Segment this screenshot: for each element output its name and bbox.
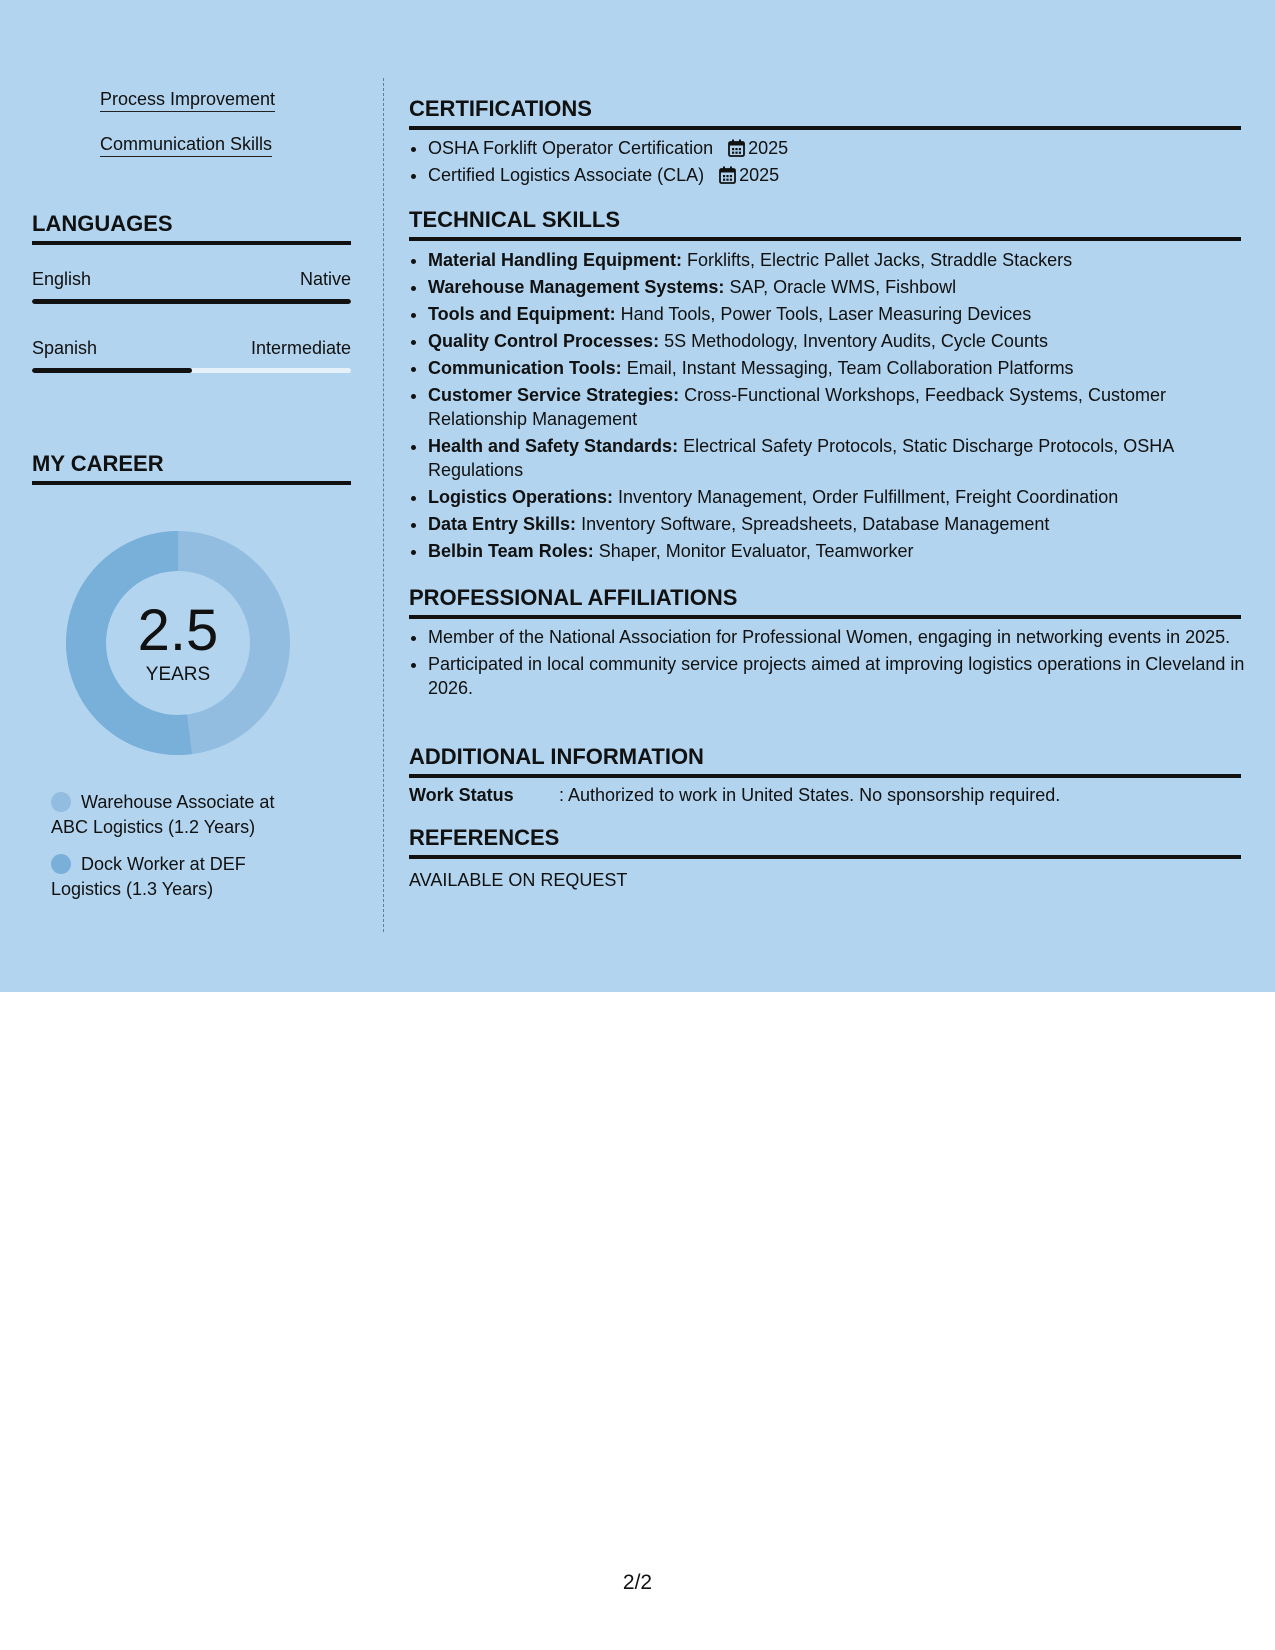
skill-label: Communication Tools: <box>428 358 622 378</box>
language-bar-fill <box>32 299 351 304</box>
work-status-value: : Authorized to work in United States. No sponsorship required. <box>559 785 1061 805</box>
skill-item <box>428 248 1260 272</box>
skill-value: Hand Tools, Power Tools, Laser Measuring Devices <box>620 304 1032 324</box>
certifications-heading: CERTIFICATIONS <box>409 96 1241 130</box>
skill-value: Inventory Software, Spreadsheets, Database Management <box>581 514 1050 534</box>
certification-year: 2025 <box>748 138 789 158</box>
certification-year: 2025 <box>739 165 780 185</box>
language-bar-english <box>32 299 351 304</box>
skill-item <box>428 383 1260 431</box>
certification-name: OSHA Forklift Operator Certification <box>428 138 714 158</box>
career-legend-text: Dock Worker at DEF Logistics (1.3 Years) <box>51 854 246 899</box>
references-heading: REFERENCES <box>409 825 1241 859</box>
language-name: English <box>32 269 92 289</box>
skill-item <box>428 275 1260 299</box>
skill-item <box>428 302 1260 326</box>
language-bar-spanish <box>32 368 351 373</box>
certification-item <box>428 136 1260 160</box>
skill-value: Forklifts, Electric Pallet Jacks, Straddle Stackers <box>687 250 1073 270</box>
skill-value: Email, Instant Messaging, Team Collaboration Platforms <box>626 358 1074 378</box>
career-legend-item <box>51 852 311 902</box>
references-text: AVAILABLE ON REQUEST <box>409 870 628 890</box>
language-name: Spanish <box>32 338 98 358</box>
skill-link-communication-skills[interactable]: Communication Skills <box>100 133 272 157</box>
skill-label: Tools and Equipment: <box>428 304 616 324</box>
legend-dot <box>51 792 71 812</box>
column-divider <box>383 78 384 932</box>
career-heading: MY CAREER <box>32 451 351 485</box>
career-legend-item <box>51 790 311 840</box>
career-years-label: YEARS <box>145 664 211 685</box>
affiliations-heading: PROFESSIONAL AFFILIATIONS <box>409 585 1241 619</box>
skill-link-process-improvement[interactable]: Process Improvement <box>100 88 275 112</box>
skill-value: SAP, Oracle WMS, Fishbowl <box>729 277 957 297</box>
certification-name: Certified Logistics Associate (CLA) <box>428 165 705 185</box>
skill-label: Logistics Operations: <box>428 487 614 507</box>
skill-item <box>428 485 1260 509</box>
language-level: Intermediate <box>250 338 351 358</box>
legend-dot <box>51 854 71 874</box>
technical-skills-list <box>409 248 1260 566</box>
skill-value: Shaper, Monitor Evaluator, Teamworker <box>598 541 914 561</box>
language-bar-fill <box>32 368 192 373</box>
skill-item <box>428 512 1260 536</box>
skill-item <box>428 356 1260 380</box>
skill-item <box>428 539 1260 563</box>
skill-label: Quality Control Processes: <box>428 331 660 351</box>
skill-item <box>428 329 1260 353</box>
skill-value: Cross-Functional Workshops, Feedback Systems, Customer Relationship Management <box>428 385 1166 429</box>
affiliations-list <box>409 625 1260 703</box>
skill-value: Electrical Safety Protocols, Static Discharge Protocols, OSHA Regulations <box>428 436 1174 480</box>
certifications-list <box>409 136 1260 190</box>
skill-label: Health and Safety Standards: <box>428 436 679 456</box>
skill-label: Material Handling Equipment: <box>428 250 683 270</box>
skill-label: Belbin Team Roles: <box>428 541 594 561</box>
skill-label: Data Entry Skills: <box>428 514 577 534</box>
skill-label: Warehouse Management Systems: <box>428 277 725 297</box>
calendar-icon <box>719 166 736 184</box>
calendar-icon <box>728 139 745 157</box>
certification-item <box>428 163 1260 187</box>
affiliation-item: • Member of the National Association for Professional Women, engaging in networking events in 2025. <box>428 625 1260 649</box>
affiliation-item: • Participated in local community service projects aimed at improving logistics operations in Cleveland in 2026. <box>428 652 1260 700</box>
skill-label: Customer Service Strategies: <box>428 385 680 405</box>
career-legend-text: Warehouse Associate at ABC Logistics (1.2 Years) <box>51 792 275 837</box>
skill-value: 5S Methodology, Inventory Audits, Cycle Counts <box>664 331 1048 351</box>
technical-skills-heading: TECHNICAL SKILLS <box>409 207 1241 241</box>
page-number: 2/2 <box>622 1571 653 1594</box>
skill-item <box>428 434 1260 482</box>
languages-heading: LANGUAGES <box>32 211 351 245</box>
skill-value: Inventory Management, Order Fulfillment, Freight Coordination <box>618 487 1119 507</box>
language-level: Native <box>299 269 351 289</box>
work-status-label: Work Status <box>409 785 514 805</box>
additional-info-heading: ADDITIONAL INFORMATION <box>409 744 1241 778</box>
career-total-years: 2.5 <box>137 598 219 663</box>
